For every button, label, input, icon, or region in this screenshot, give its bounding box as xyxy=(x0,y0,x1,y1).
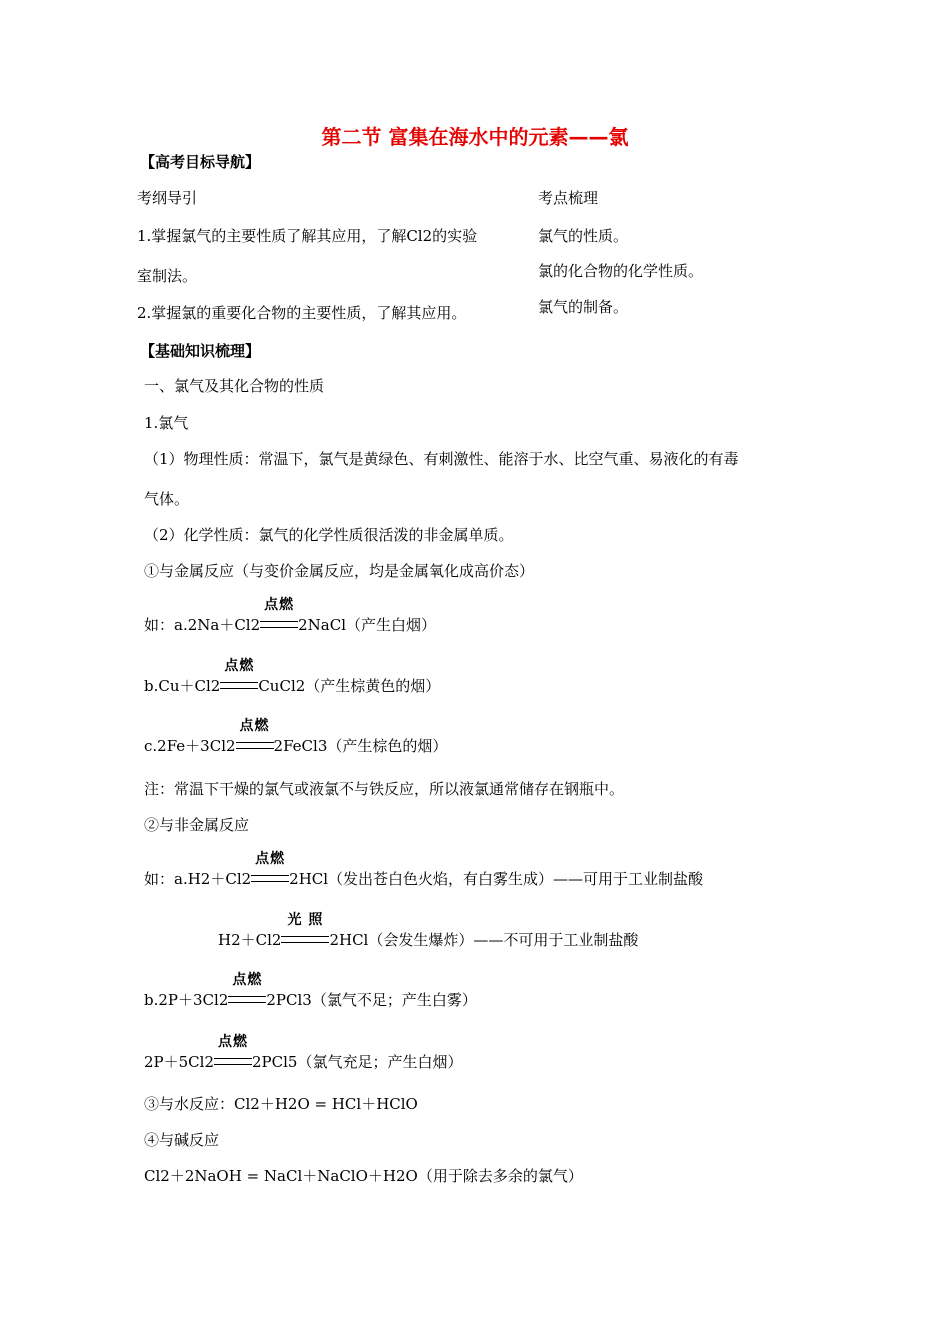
right-col-heading: 考点梳理 xyxy=(538,189,599,207)
outline-item-2: 2.掌握氯的重要化合物的主要性质，了解其应用。 xyxy=(137,304,467,322)
equation-lhs: 2P＋5Cl2 xyxy=(144,1053,214,1071)
equation-rhs: 2PCl3（氯气不足；产生白雾） xyxy=(266,991,477,1009)
physical-properties-cont: 气体。 xyxy=(144,490,190,508)
condition-label: 光 照 xyxy=(287,912,324,928)
topic-item: 氯气的性质。 xyxy=(538,227,629,245)
condition-label: 点燃 xyxy=(232,972,263,988)
equation-rhs: 2HCl（会发生爆炸）——不可用于工业制盐酸 xyxy=(329,931,639,949)
outline-item-1: 1.掌握氯气的主要性质了解其应用，了解Cl2的实验 xyxy=(137,227,478,245)
equation-rhs: 2FeCl3（产生棕色的烟） xyxy=(273,737,448,755)
condition-label: 点燃 xyxy=(255,851,286,867)
equation-lhs: 如：a.H2＋Cl2 xyxy=(144,870,252,888)
reaction-arrow xyxy=(260,597,298,635)
metal-reaction-heading: ①与金属反应（与变价金属反应，均是金属氧化成高价态） xyxy=(144,562,535,580)
condition-label: 点燃 xyxy=(239,718,270,734)
section-heading: 一、氯气及其化合物的性质 xyxy=(144,377,325,395)
condition-label: 点燃 xyxy=(264,597,295,613)
reaction-arrow xyxy=(214,1034,252,1072)
reaction-arrow xyxy=(220,658,258,696)
subsection-heading: 1.氯气 xyxy=(144,414,189,432)
equation-rhs: 2NaCl（产生白烟） xyxy=(298,616,437,634)
equation-lhs: b.Cu＋Cl2 xyxy=(144,677,221,695)
equation-rhs: CuCl2（产生棕黄色的烟） xyxy=(258,677,441,695)
topic-item: 氯的化合物的化学性质。 xyxy=(538,262,704,280)
nav-header: 【高考目标导航】 xyxy=(140,153,261,171)
condition-label: 点燃 xyxy=(218,1034,248,1050)
reaction-arrow xyxy=(251,851,289,889)
reaction-arrow xyxy=(281,912,329,950)
equation-p-limited xyxy=(144,972,477,1010)
topic-item: 氯气的制备。 xyxy=(538,298,629,316)
outline-item-1-cont: 室制法。 xyxy=(137,267,198,285)
base-reaction-heading: ④与碱反应 xyxy=(144,1131,220,1149)
water-reaction: ③与水反应：Cl2＋H2O = HCl＋HClO xyxy=(144,1095,418,1113)
equation-rhs: 2PCl5（氯气充足；产生白烟） xyxy=(252,1053,463,1071)
equation-rhs: 2HCl（发出苍白色火焰，有白雾生成）——可用于工业制盐酸 xyxy=(289,870,704,888)
storage-note: 注：常温下干燥的氯气或液氯不与铁反应，所以液氯通常储存在钢瓶中。 xyxy=(144,780,625,798)
equation-h2-ignite xyxy=(144,851,704,889)
equation-lhs: H2＋Cl2 xyxy=(218,931,282,949)
equation-na xyxy=(144,597,437,635)
condition-label: 点燃 xyxy=(224,658,255,674)
equation-lhs: b.2P＋3Cl2 xyxy=(144,991,229,1009)
equation-p-excess xyxy=(144,1034,463,1072)
equation-fe xyxy=(144,718,448,756)
page-title: 第二节 富集在海水中的元素——氯 xyxy=(321,125,629,149)
reaction-arrow xyxy=(228,972,266,1010)
chemical-properties: （2）化学性质：氯气的化学性质很活泼的非金属单质。 xyxy=(144,526,514,544)
left-col-heading: 考纲导引 xyxy=(137,189,198,207)
equation-cu xyxy=(144,658,441,696)
base-reaction-equation: Cl2＋2NaOH = NaCl＋NaClO＋H2O（用于除去多余的氯气） xyxy=(144,1167,583,1185)
reaction-arrow xyxy=(236,718,274,756)
physical-properties: （1）物理性质：常温下，氯气是黄绿色、有刺激性、能溶于水、比空气重、易液化的有毒 xyxy=(144,450,739,468)
equation-lhs: c.2Fe＋3Cl2 xyxy=(144,737,236,755)
equation-h2-light xyxy=(218,912,639,950)
nonmetal-reaction-heading: ②与非金属反应 xyxy=(144,816,250,834)
basic-header: 【基础知识梳理】 xyxy=(140,342,261,360)
equation-lhs: 如：a.2Na＋Cl2 xyxy=(144,616,261,634)
